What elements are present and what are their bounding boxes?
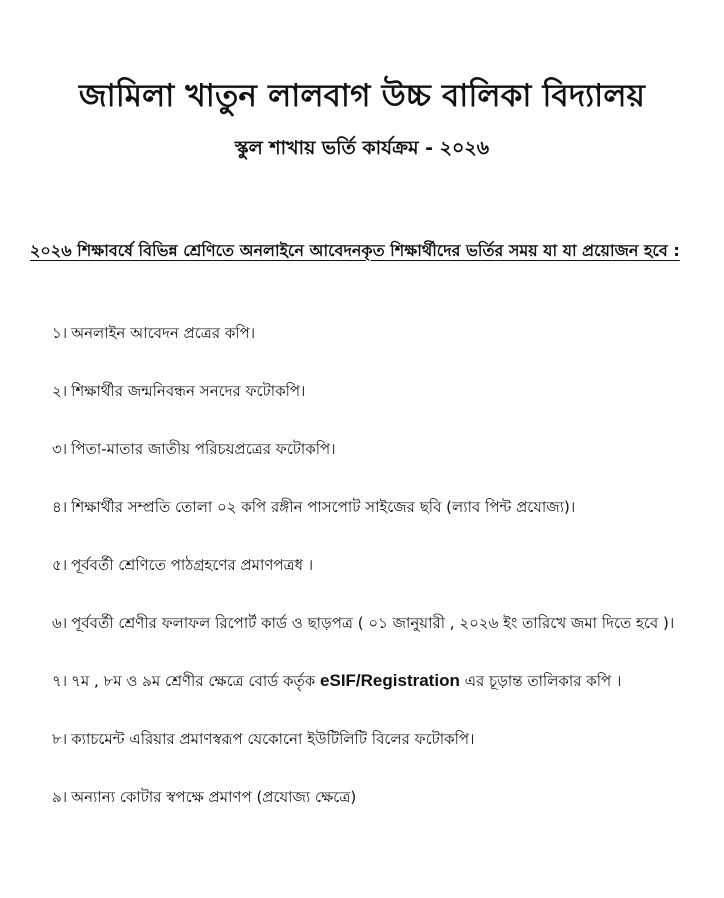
requirements-heading: ২০২৬ শিক্ষাবর্ষে বিভিন্ন শ্রেণিতে অনলাইনে আবেদনকৃত শিক্ষার্থীদের ভর্তির সময় যা যা প্রয়োজন হবে : [30,241,680,260]
item-text: অন্যান্য কোটার স্বপক্ষে প্রমাণপ (প্রযোজ্য ক্ষেত্রে) [71,788,357,806]
item-number: ৮। [52,730,68,748]
item-text-after: এর চূড়ান্ত তালিকার কপি । [464,672,622,690]
list-item [52,670,712,728]
item-text: শিক্ষার্থীর সম্প্রতি তোলা ০২ কপি রঙ্গীন পাসপোট সাইজের ছবি (ল্যাব পিন্ট প্রযোজ্য)। [71,498,576,516]
item-text: ক্যাচমেন্ট এরিয়ার প্রমাণস্বরূপ যেকোনো ইউটিলিটি বিলের ফটোকপি। [71,730,475,748]
list-item [52,612,712,670]
list-item [52,786,712,844]
item-number: ৯। [52,788,68,806]
school-title: জামিলা খাতুন লালবাগ উচ্চ বালিকা বিদ্যালয় [78,78,646,114]
list-item [52,380,712,438]
list-item [52,438,712,496]
item-number: ৪। [52,498,68,516]
item-text: পূর্ববর্তী শ্রেণিতে পাঠগ্রহণের প্রমাণপত্রধ । [71,556,314,574]
esif-registration-text: eSIF/Registration [320,671,460,690]
requirements-list [52,322,712,844]
item-number: ২। [52,382,68,400]
item-text: পূর্ববর্তী শ্রেণীর ফলাফল রিপোর্ট কার্ড ও ছাড়পত্র ( ০১ জানুয়ারী , ২০২৬ ইং তারিখে জমা দিতে হবে )। [71,614,675,632]
item-text: পিতা-মাতার জাতীয় পরিচয়প্রত্রের ফটোকপি। [71,440,336,458]
item-number: ৩। [52,440,68,458]
list-item [52,728,712,786]
list-item [52,496,712,554]
item-text: শিক্ষার্থীর জন্মনিবন্ধন সনদের ফটোকপি। [71,382,306,400]
item-number: ৫। [52,556,68,574]
admission-subtitle: স্কুল শাখায় ভর্তি কার্যক্রম - ২০২৬ [234,137,490,159]
item-number: ১। [52,324,68,342]
list-item [52,554,712,612]
item-number: ৭। [52,672,68,690]
item-text-before: ৭ম , ৮ম ও ৯ম শ্রেণীর ক্ষেত্রে বোর্ড কর্তৃক [71,672,316,690]
item-number: ৬। [52,614,68,632]
list-item [52,322,712,380]
item-text [71,670,621,695]
item-text: অনলাইন আবেদন প্রত্রের কপি। [71,324,256,342]
